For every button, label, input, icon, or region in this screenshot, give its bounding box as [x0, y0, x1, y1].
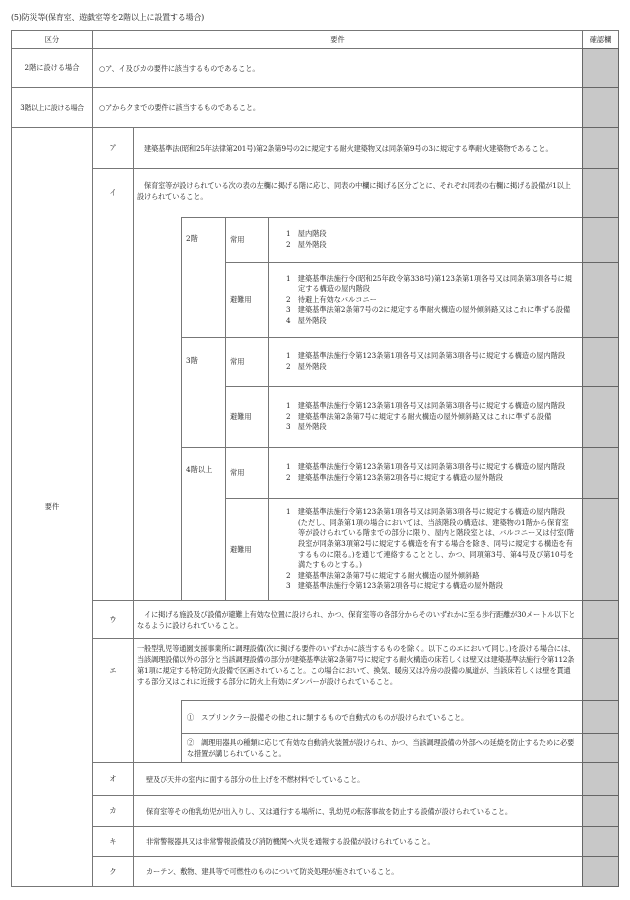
floor-3-regular-list — [268, 337, 583, 387]
list-item: 3 建築基準法第2条第7号の2に規定する準耐火構造の屋外傾斜路又はこれに準ずる設備 — [286, 305, 571, 315]
confirm-checkbox-ka[interactable] — [582, 795, 619, 827]
list-item: 2 建築基準法第2条第7号に規定する耐火構造の屋外傾斜路又はこれに準ずる設備 — [286, 411, 552, 421]
floor-2-evac-list — [268, 262, 583, 338]
list-item: 2 屋外階段 — [286, 362, 327, 371]
floor-4plus-evac-label: 避難用 — [225, 498, 269, 601]
item-ku-text: カーテン、敷物、建具等で可燃性のものについて防炎処理が施されていること。 — [133, 856, 583, 887]
item-ka-text: 保育室等その他乳幼児が出入りし、又は通行する場所に、乳幼児の転落事故を防止する設備が設けられていること。 — [133, 795, 583, 827]
requirements-label: 要件 — [11, 127, 93, 887]
item-e-text: 一般型乳児等通園支援事業所に調理設備(次に掲げる要件のいずれかに該当するものを除く。以下このエにおいて同じ。)を設ける場合には、当該調理設備以外の部分と当該調理設備の部分が建築基準法第2条第7号に規定する耐火構造の床若しくは壁又は建築基準法施行令第112条第1項に規定する特定防火設備で区画されていること。この場合において、換気、暖房又は冷房の設備の風道が、当該床若しくは壁を貫通する部分又はこれに近接する部分に防火上有効にダンパーが設けられていること。 — [133, 638, 583, 763]
floor-4plus-label: 4階以上 — [181, 447, 226, 601]
item-e-sub1: ① スプリンクラー設備その他これに類するもので自動式のものが設けられていること。 — [181, 700, 583, 734]
confirm-checkbox-ku[interactable] — [582, 856, 619, 887]
confirm-checkbox-f2-regular[interactable] — [582, 217, 619, 263]
item-e-key: エ — [92, 638, 134, 763]
confirm-checkbox-a[interactable] — [582, 127, 619, 169]
section-title: (5)防災等(保育室、遊戯室等を2階以上に設置する場合) — [11, 13, 205, 22]
item-a-text: 建築基準法(昭和25年法律第201号)第2条第9号の2に規定する耐火建築物又は同条第9号の3に規定する準耐火建築物であること。 — [133, 127, 583, 169]
list-item: 1 建築基準法施行令第123条第1項各号又は同条第3項各号に規定する構造の屋内階段 — [286, 462, 566, 472]
list-item: 1 建築基準法施行令(昭和25年政令第338号)第123条第1項各号又は同条第3項各号に規定する構造の屋内階段 — [286, 273, 572, 294]
floor-2-evac-label: 避難用 — [225, 262, 269, 338]
item-a-key: ア — [92, 127, 134, 169]
item-u-key: ウ — [92, 600, 134, 639]
header-requirements: 要件 — [92, 30, 583, 49]
floor-4plus-regular-label: 常用 — [225, 447, 269, 499]
list-item: 2 建築基準法施行令第123条第2項各号に規定する構造の屋外階段 — [286, 473, 503, 482]
floor-3-label: 3階 — [181, 337, 226, 448]
confirm-checkbox-e-sub1[interactable] — [582, 700, 619, 734]
list-item: 1 建築基準法施行令第123条第1項各号又は同条第3項各号に規定する構造の屋内階段(ただし、同条第1項の場合においては、当該階段の構造は、建築物の1階から保育室等が設けられている階までの部分に限り、屋内と階段室とは、バルコニー又は付室(階段室が同条第3項第2号に規定する構造を有する場合を除き、同号に規定する構造を有するものに限る。)を通じて連絡することとし、かつ、同項第3号、第4号及び第10号を満たすものとする。) — [286, 507, 574, 570]
item-ka-key: カ — [92, 795, 134, 827]
confirm-checkbox-u[interactable] — [582, 600, 619, 639]
list-item: 3 建築基準法施行令第123条第2項各号に規定する構造の屋外階段 — [286, 581, 503, 591]
row-floor3plus-text: ○アからクまでの要件に該当するものであること。 — [92, 87, 583, 128]
item-ki-key: キ — [92, 826, 134, 857]
list-item: 1 屋内階段 — [286, 229, 327, 239]
confirm-checkbox-i[interactable] — [582, 168, 619, 218]
item-ki-text: 非常警報器具又は非常警報設備及び消防機関へ火災を通報する設備が設けられていること。 — [133, 826, 583, 857]
header-confirm: 確認欄 — [582, 30, 619, 49]
item-i-text: 保育室等が設けられている次の表の左欄に掲げる階に応じ、同表の中欄に掲げる区分ごとに、それぞれ同表の右欄に掲げる設備が1以上設けられていること。 — [133, 168, 583, 601]
floor-2-label: 2階 — [181, 217, 226, 338]
confirm-checkbox-e-sub2[interactable] — [582, 733, 619, 763]
item-o-text: 壁及び天井の室内に面する部分の仕上げを不燃材料でしていること。 — [133, 762, 583, 796]
item-u-text: イに掲げる施設及び設備が避難上有効な位置に設けられ、かつ、保育室等の各部分からそのいずれかに至る歩行距離が30メートル以下となるように設けられていること。 — [133, 600, 583, 639]
list-item: 4 屋外階段 — [286, 315, 327, 325]
row-floor2-text: ○ア、イ及びカの要件に該当するものであること。 — [92, 48, 583, 88]
item-ku-key: ク — [92, 856, 134, 887]
list-item: 3 屋外階段 — [286, 422, 327, 432]
confirm-checkbox-f4-evac[interactable] — [582, 498, 619, 601]
confirm-checkbox-f4-regular[interactable] — [582, 447, 619, 499]
confirm-checkbox-o[interactable] — [582, 762, 619, 796]
list-item: 1 建築基準法施行令第123条第1項各号又は同条第3項各号に規定する構造の屋内階段 — [286, 401, 566, 411]
floor-4plus-evac-list — [268, 498, 583, 601]
floor-3-regular-label: 常用 — [225, 337, 269, 387]
item-i-key: イ — [92, 168, 134, 601]
row-floor3plus-label: 3階以上に設ける場合 — [11, 87, 93, 128]
row-floor2-label: 2階に設ける場合 — [11, 48, 93, 88]
confirm-checkbox-floor3plus[interactable] — [582, 87, 619, 128]
floor-3-evac-list — [268, 386, 583, 448]
confirm-checkbox-f2-evac[interactable] — [582, 262, 619, 338]
list-item: 1 建築基準法施行令第123条第1項各号又は同条第3項各号に規定する構造の屋内階段 — [286, 351, 566, 361]
confirm-checkbox-e[interactable] — [582, 638, 619, 701]
floor-4plus-regular-list — [268, 447, 583, 499]
list-item: 2 待避上有効なバルコニー — [286, 294, 377, 304]
confirm-checkbox-f3-evac[interactable] — [582, 386, 619, 448]
item-e-sub2: ② 調理用器具の種類に応じて有効な自動消火装置が設けられ、かつ、当該調理設備の外部への延焼を防止するために必要な措置が講じられていること。 — [181, 733, 583, 763]
item-o-key: オ — [92, 762, 134, 796]
header-category: 区分 — [11, 30, 93, 49]
list-item: 2 建築基準法第2条第7号に規定する耐火構造の屋外傾斜路 — [286, 570, 480, 580]
list-item: 2 屋外階段 — [286, 240, 327, 249]
confirm-checkbox-floor2[interactable] — [582, 48, 619, 88]
confirm-checkbox-f3-regular[interactable] — [582, 337, 619, 387]
floor-2-regular-label: 常用 — [225, 217, 269, 263]
floor-2-regular-list — [268, 217, 583, 263]
confirm-checkbox-ki[interactable] — [582, 826, 619, 857]
floor-3-evac-label: 避難用 — [225, 386, 269, 448]
